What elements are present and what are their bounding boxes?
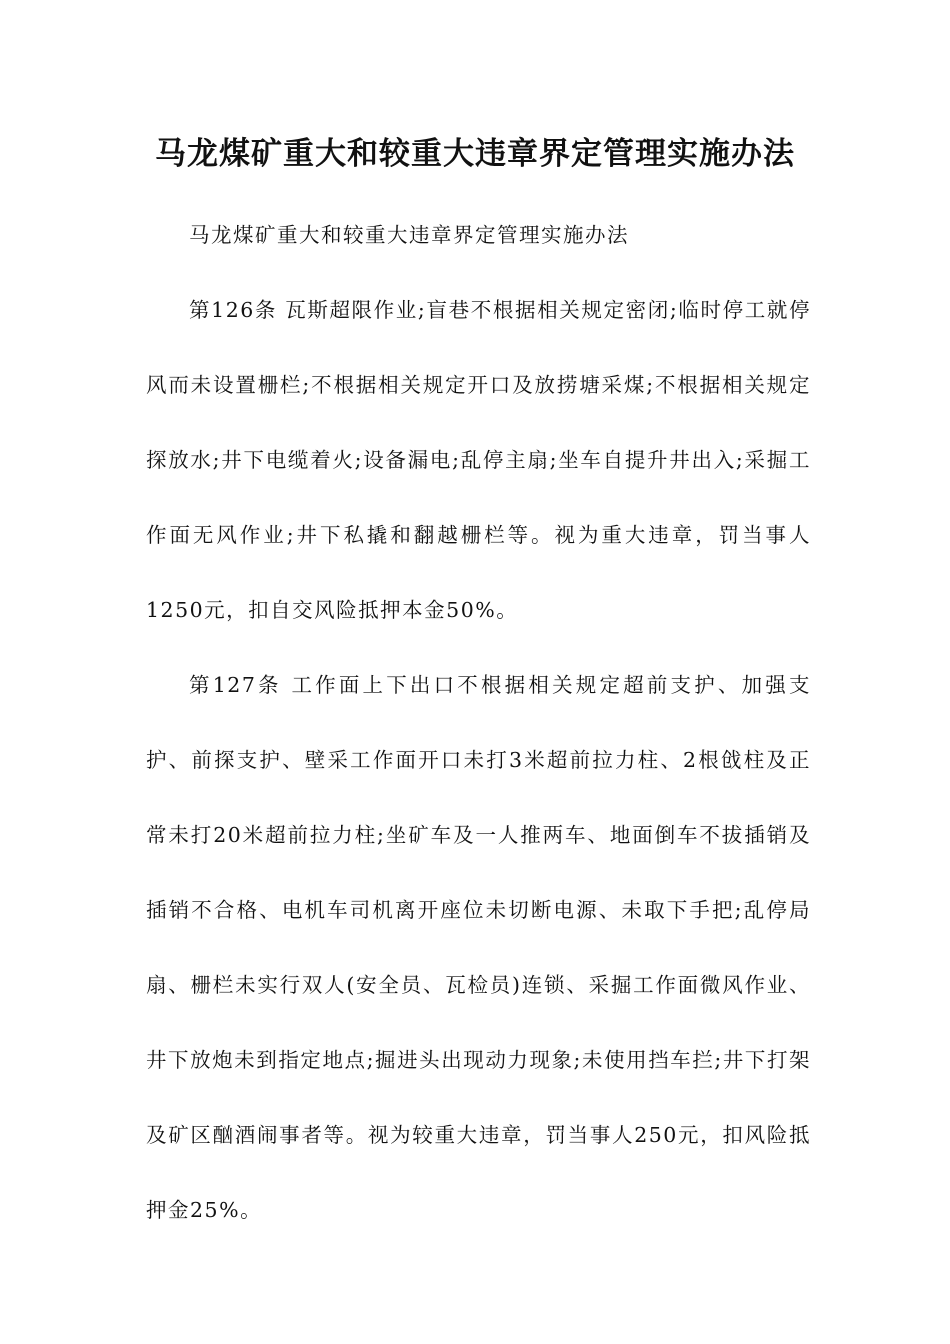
- paragraph-article-126: 第126条 瓦斯超限作业;盲巷不根据相关规定密闭;临时停工就停风而未设置栅栏;不根据相关规定开口及放捞塘采煤;不根据相关规定探放水;井下电缆着火;设备漏电;乱停主扇;坐车自提升井出入;采掘工作面无风作业;井下私撬和翻越栅栏等。视为重大违章，罚当事人1250元，扣自交风险抵押本金50%。: [146, 298, 811, 622]
- paragraph-subtitle: 马龙煤矿重大和较重大违章界定管理实施办法: [189, 223, 630, 247]
- paragraph-article-127: 第127条 工作面上下出口不根据相关规定超前支护、加强支护、前探支护、壁采工作面开口未打3米超前拉力柱、2根戗柱及正常未打20米超前拉力柱;坐矿车及一人推两车、地面倒车不拔插销及插销不合格、电机车司机离开座位未切断电源、未取下手把;乱停局扇、栅栏未实行双人(安全员、瓦检员)连锁、采掘工作面微风作业、井下放炮未到指定地点;掘进头出现动力现象;未使用挡车拦;井下打架及矿区酗酒闹事者等。视为较重大违章，罚当事人250元，扣风险抵押金25%。: [146, 673, 811, 1222]
- document-body: [146, 198, 811, 1248]
- document-title: 马龙煤矿重大和较重大违章界定管理实施办法: [155, 136, 795, 172]
